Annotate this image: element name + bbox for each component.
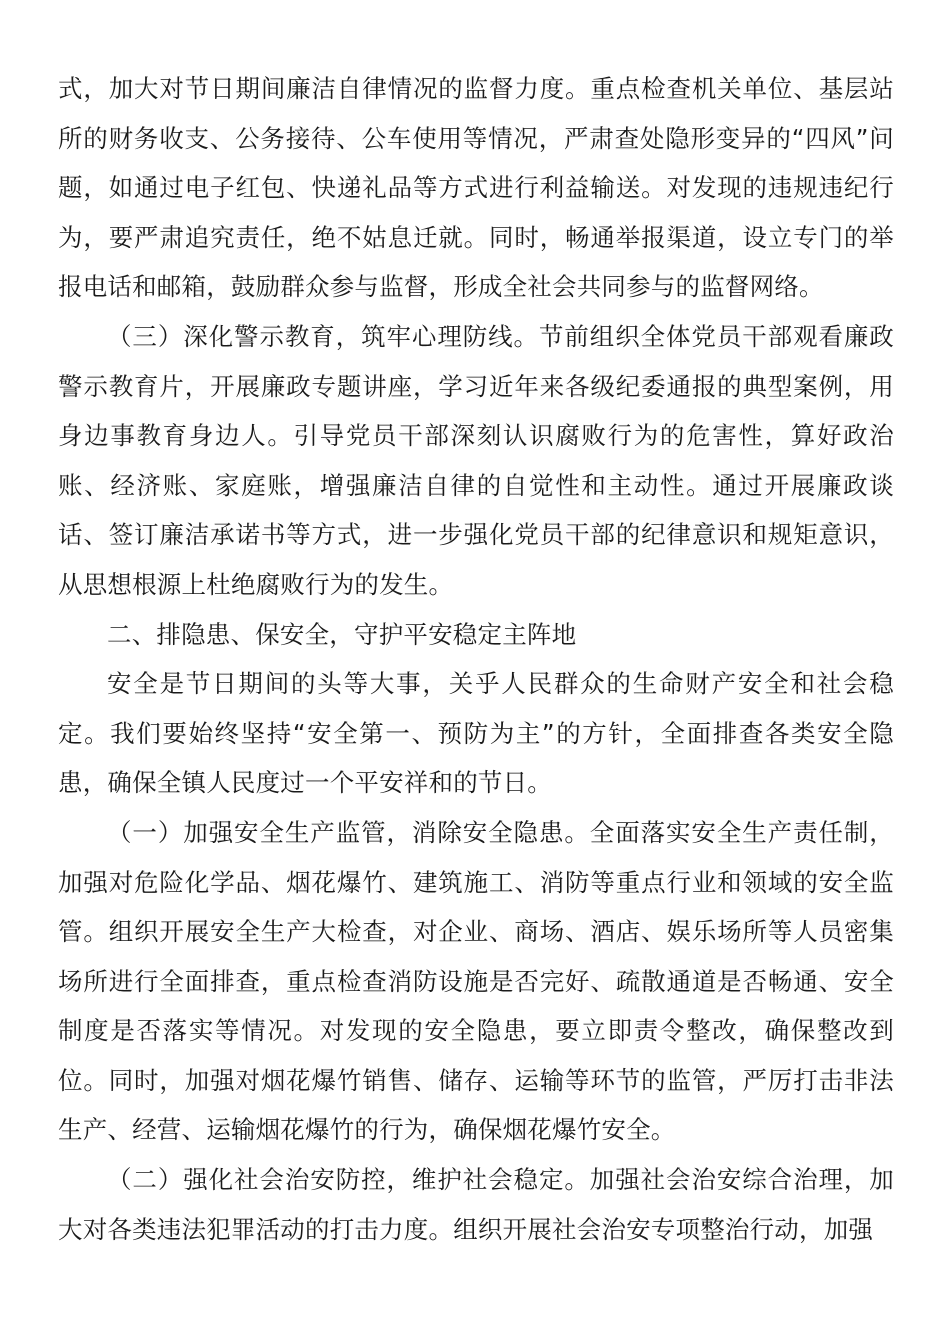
paragraph-public-security: （二）强化社会治安防控，维护社会稳定。加强社会治安综合治理，加大对各类违法犯罪活动的打击力度。组织开展社会治安专项整治行动，加强 [58, 1165, 894, 1244]
paragraph-warning-education: （三）深化警示教育，筑牢心理防线。节前组织全体党员干部观看廉政警示教育片，开展廉政专题讲座，学习近年来各级纪委通报的典型案例，用身边事教育身边人。引导党员干部深刻认识腐败行为的危害性，算好政治账、经济账、家庭账，增强廉洁自律的自觉性和主动性。通过开展廉政谈话、签订廉洁承诺书等方式，进一步强化党员干部的纪律意识和规矩意识，从思想根源上杜绝腐败行为的发生。 [58, 321, 894, 599]
paragraph-supervision-continued: 式，加大对节日期间廉洁自律情况的监督力度。重点检查机关单位、基层站所的财务收支、公务接待、公车使用等情况，严肃查处隐形变异的“四风”问题，如通过电子红包、快递礼品等方式进行利益输送。对发现的违规违纪行为，要严肃追究责任，绝不姑息迁就。同时，畅通举报渠道，设立专门的举报电话和邮箱，鼓励群众参与监督，形成全社会共同参与的监督网络。 [58, 74, 894, 302]
paragraph-safety-intro: 安全是节日期间的头等大事，关乎人民群众的生命财产安全和社会稳定。我们要始终坚持“安全第一、预防为主”的方针，全面排查各类安全隐患，确保全镇人民度过一个平安祥和的节日。 [58, 669, 894, 798]
document-body [58, 64, 894, 1254]
section-heading-safety: 二、排隐患、保安全，守护平安稳定主阵地 [107, 619, 577, 649]
paragraph-production-safety: （一）加强安全生产监管，消除安全隐患。全面落实安全生产责任制，加强对危险化学品、烟花爆竹、建筑施工、消防等重点行业和领域的安全监管。组织开展安全生产大检查，对企业、商场、酒店、娱乐场所等人员密集场所进行全面排查，重点检查消防设施是否完好、疏散通道是否畅通、安全制度是否落实等情况。对发现的安全隐患，要立即责令整改，确保整改到位。同时，加强对烟花爆竹销售、储存、运输等环节的监管，严厉打击非法生产、经营、运输烟花爆竹的行为，确保烟花爆竹安全。 [58, 817, 894, 1145]
